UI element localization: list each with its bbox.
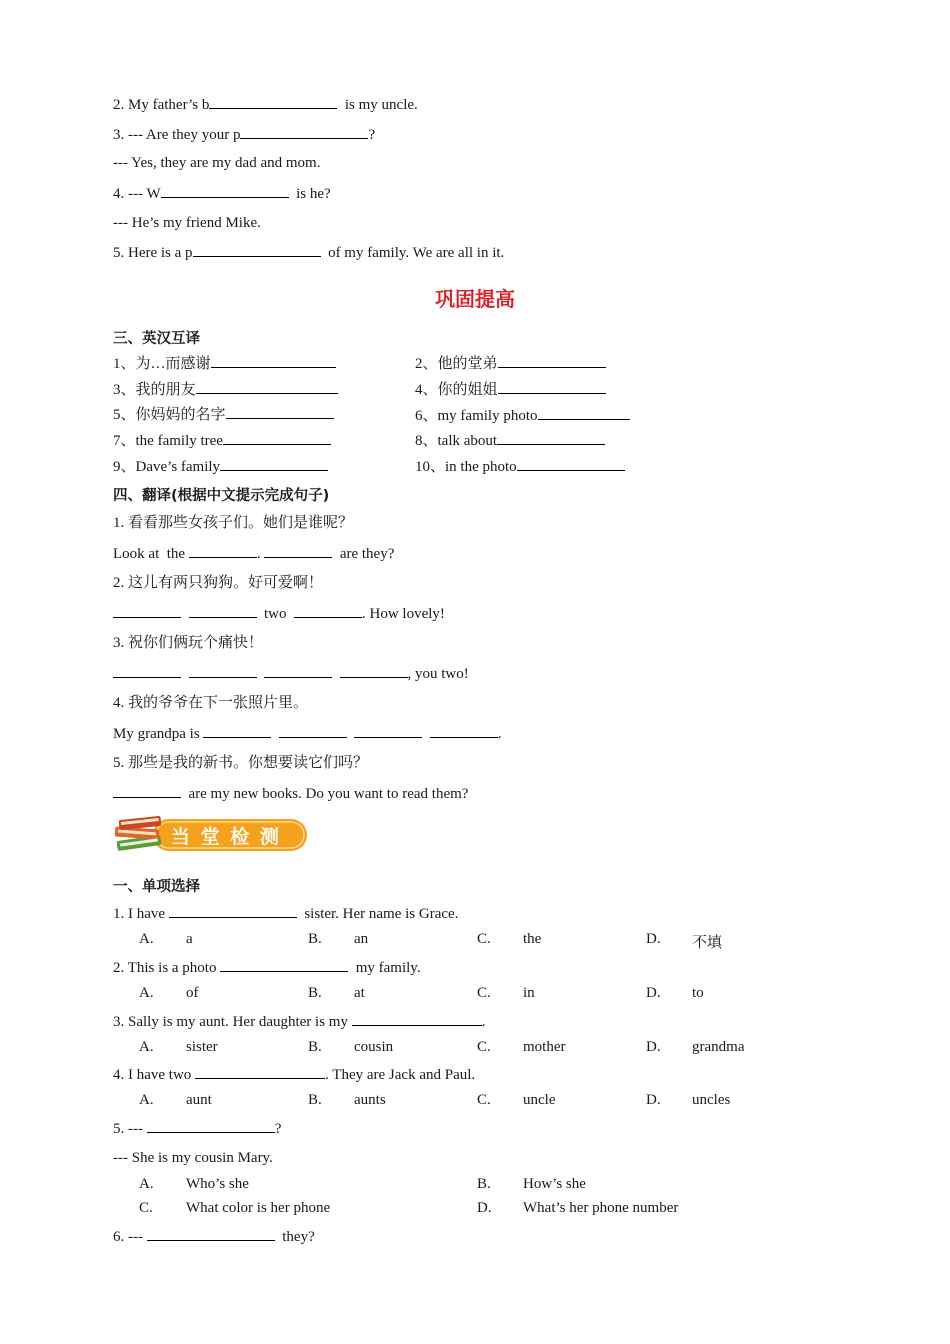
fill-answer-4: --- He’s my friend Mike. — [113, 215, 261, 231]
question-text: 4. --- W — [113, 186, 161, 202]
option-text[interactable]: 不填 — [692, 935, 723, 951]
fill-answer-3: --- Yes, they are my dad and mom. — [113, 155, 321, 171]
answer-blank[interactable] — [498, 380, 606, 394]
option-text[interactable]: uncle — [523, 1092, 556, 1108]
option-text[interactable]: What’s her phone number — [523, 1200, 679, 1216]
mc-question-6: 6. --- they? — [113, 1229, 315, 1245]
answer-blank[interactable] — [279, 724, 347, 738]
answer-blank[interactable] — [161, 184, 289, 198]
option-letter[interactable]: C. — [477, 931, 491, 947]
answer-blank[interactable] — [147, 1119, 275, 1133]
answer-blank[interactable] — [195, 1065, 325, 1079]
answer-blank[interactable] — [352, 1012, 482, 1026]
answer-blank[interactable] — [354, 724, 422, 738]
answer-blank[interactable] — [211, 354, 336, 368]
translation-item: 2、他的堂弟 — [415, 354, 606, 373]
mc-question-1: 1. I have sister. Her name is Grace. — [113, 906, 459, 922]
option-letter[interactable]: C. — [477, 985, 491, 1001]
option-letter[interactable]: D. — [646, 1039, 661, 1055]
mc-question-5: 5. --- ? — [113, 1121, 282, 1137]
option-text[interactable]: How’s she — [523, 1176, 586, 1192]
fill-question-5 — [113, 243, 504, 262]
option-letter[interactable]: D. — [646, 985, 661, 1001]
option-text[interactable]: uncles — [692, 1092, 731, 1108]
option-letter[interactable]: B. — [308, 985, 322, 1001]
answer-blank[interactable] — [497, 431, 605, 445]
mc-question-3: 3. Sally is my aunt. Her daughter is my . — [113, 1014, 486, 1030]
answer-blank[interactable] — [113, 604, 181, 618]
answer-blank[interactable] — [517, 457, 625, 471]
question-text: 2. My father’s b — [113, 97, 210, 113]
option-text[interactable]: the — [523, 931, 542, 947]
sentence-q4-english: My grandpa is . — [113, 726, 502, 742]
sentence-q4-chinese: 4. 我的爷爷在下一张照片里。 — [113, 695, 309, 711]
answer-blank[interactable] — [203, 724, 271, 738]
option-text[interactable]: to — [692, 985, 704, 1001]
option-letter[interactable]: B. — [308, 1039, 322, 1055]
answer-blank[interactable] — [189, 604, 257, 618]
translation-item: 7、the family tree — [113, 431, 331, 450]
class-check-banner — [113, 810, 309, 858]
option-letter[interactable]: C. — [477, 1039, 491, 1055]
sentence-q1-chinese: 1. 看看那些女孩子们。她们是谁呢？ — [113, 515, 354, 531]
question-text: of my family. We are all in it. — [320, 245, 505, 261]
answer-blank[interactable] — [189, 544, 257, 558]
fill-question-4 — [113, 184, 331, 203]
answer-blank[interactable] — [189, 664, 257, 678]
answer-blank[interactable] — [113, 664, 181, 678]
answer-blank[interactable] — [226, 405, 334, 419]
option-letter[interactable]: A. — [139, 931, 154, 947]
option-letter[interactable]: A. — [139, 1039, 154, 1055]
option-letter[interactable]: A. — [139, 1176, 154, 1192]
sentence-q2-chinese: 2. 这儿有两只狗狗。好可爱啊！ — [113, 575, 324, 591]
option-text[interactable]: cousin — [354, 1039, 394, 1055]
translation-item: 1、为…而感谢 — [113, 354, 336, 373]
mc-question-2: 2. This is a photo my family. — [113, 960, 421, 976]
answer-blank[interactable] — [294, 604, 362, 618]
option-letter[interactable]: D. — [646, 1092, 661, 1108]
translation-item: 9、Dave’s family — [113, 457, 328, 476]
answer-blank[interactable] — [209, 95, 337, 109]
translation-item: 6、my family photo — [415, 406, 630, 425]
option-letter[interactable]: C. — [477, 1092, 491, 1108]
answer-blank[interactable] — [430, 724, 498, 738]
mc-heading: 一、单项选择 — [113, 879, 200, 895]
answer-blank[interactable] — [113, 784, 181, 798]
question-text: is he? — [288, 186, 331, 202]
translation-item: 10、in the photo — [415, 457, 625, 476]
sentence-heading: 四、翻译(根据中文提示完成句子) — [113, 488, 330, 504]
answer-blank[interactable] — [240, 125, 368, 139]
option-text[interactable]: grandma — [692, 1039, 745, 1055]
answer-blank[interactable] — [264, 664, 332, 678]
answer-blank[interactable] — [498, 354, 606, 368]
translation-item: 8、talk about — [415, 431, 605, 450]
option-letter[interactable]: D. — [646, 931, 661, 947]
option-letter[interactable]: B. — [477, 1176, 491, 1192]
section-title: 巩固提高 — [435, 287, 515, 311]
option-letter[interactable]: A. — [139, 985, 154, 1001]
question-text: 5. Here is a p — [113, 245, 193, 261]
option-text[interactable]: sister — [186, 1039, 218, 1055]
option-text[interactable]: a — [186, 931, 193, 947]
option-text[interactable]: at — [354, 985, 365, 1001]
mc-question-4: 4. I have two . They are Jack and Paul. — [113, 1067, 476, 1083]
answer-blank[interactable] — [223, 431, 331, 445]
sentence-q3-english: , you two! — [113, 664, 469, 683]
option-letter[interactable]: B. — [308, 1092, 322, 1108]
answer-blank[interactable] — [196, 380, 338, 394]
option-letter[interactable]: A. — [139, 1092, 154, 1108]
answer-blank[interactable] — [220, 958, 348, 972]
sentence-q5-chinese: 5. 那些是我的新书。你想要读它们吗？ — [113, 755, 369, 771]
translation-item: 5、你妈妈的名字 — [113, 405, 334, 424]
question-text: is my uncle. — [337, 97, 418, 113]
question-text: ? — [368, 127, 376, 143]
fill-question-2 — [113, 95, 418, 114]
option-text[interactable]: an — [354, 931, 369, 947]
option-letter[interactable]: D. — [477, 1200, 492, 1216]
option-letter[interactable]: C. — [139, 1200, 153, 1216]
sentence-q2-english: two . How lovely! — [113, 604, 445, 623]
sentence-q3-chinese: 3. 祝你们俩玩个痛快！ — [113, 635, 264, 651]
sentence-q5-english: are my new books. Do you want to read them? — [113, 784, 468, 803]
answer-blank[interactable] — [220, 457, 328, 471]
question-text: 3. --- Are they your p — [113, 127, 241, 143]
option-text[interactable]: aunts — [354, 1092, 386, 1108]
option-text[interactable]: aunt — [186, 1092, 212, 1108]
answer-blank[interactable] — [169, 904, 297, 918]
option-text[interactable]: What color is her phone — [186, 1200, 331, 1216]
fill-question-3 — [113, 125, 375, 144]
answer-blank[interactable] — [147, 1227, 275, 1241]
option-text[interactable]: of — [186, 985, 199, 1001]
option-text[interactable]: in — [523, 985, 535, 1001]
translation-item: 3、我的朋友 — [113, 380, 338, 399]
answer-blank[interactable] — [193, 243, 321, 257]
translation-item: 4、你的姐姐 — [415, 380, 606, 399]
mc-question-5-answer: --- She is my cousin Mary. — [113, 1150, 273, 1166]
option-text[interactable]: Who’s she — [186, 1176, 249, 1192]
option-letter[interactable]: B. — [308, 931, 322, 947]
sentence-q1-english: Look at the . are they? — [113, 546, 395, 562]
banner-text: 当 堂 检 测 — [171, 826, 281, 848]
answer-blank[interactable] — [340, 664, 408, 678]
answer-blank[interactable] — [264, 544, 332, 558]
option-text[interactable]: mother — [523, 1039, 566, 1055]
answer-blank[interactable] — [538, 406, 630, 420]
translation-heading: 三、英汉互译 — [113, 331, 200, 347]
